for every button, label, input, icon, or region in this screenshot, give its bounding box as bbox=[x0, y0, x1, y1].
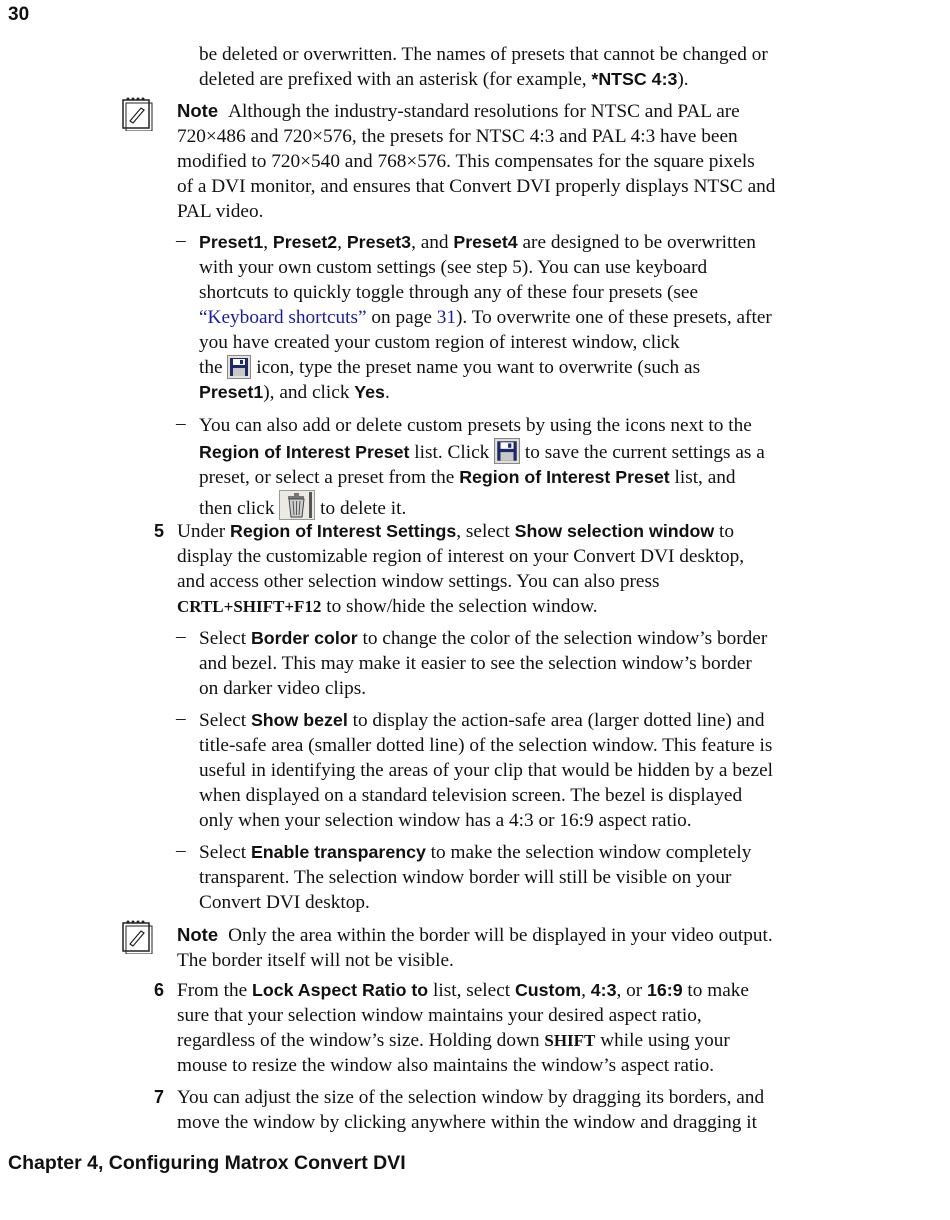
bold-term: Preset2 bbox=[272, 232, 338, 252]
text-run: icon, type the preset name you want to overwrite (such as bbox=[251, 357, 701, 378]
text-run: preset, or select a preset from the bbox=[199, 467, 460, 488]
text-run: , or bbox=[616, 980, 647, 1001]
text-run: ), and click bbox=[263, 382, 355, 403]
text-line: with your own custom settings (see step 5). You can use keyboard bbox=[199, 257, 708, 278]
text-run: to make bbox=[682, 980, 749, 1001]
text-line bbox=[199, 305, 772, 330]
text-line: useful in identifying the areas of your clip that would be hidden by a bezel bbox=[199, 760, 773, 781]
text-line bbox=[199, 465, 765, 490]
bullet-dash: – bbox=[176, 708, 186, 729]
bold-term: 4:3 bbox=[590, 980, 617, 1000]
bold-term: Region of Interest Settings bbox=[230, 521, 457, 541]
text-line bbox=[199, 626, 767, 651]
bold-term: Preset1 bbox=[199, 232, 264, 252]
text-line bbox=[199, 355, 772, 380]
text-run: , select bbox=[456, 521, 515, 542]
bullet-item bbox=[199, 230, 772, 405]
text-line: of a DVI monitor, and ensures that Convert DVI properly displays NTSC and bbox=[177, 176, 776, 197]
page-number: 30 bbox=[8, 4, 30, 25]
bullet-dash: – bbox=[176, 413, 186, 434]
text-line: shortcuts to quickly toggle through any of these four presets (see bbox=[199, 282, 699, 303]
text-line: on darker video clips. bbox=[199, 678, 367, 699]
text-run: to display the action-safe area (larger dotted line) and bbox=[347, 710, 765, 731]
bullet-item bbox=[199, 708, 773, 833]
note-label: Note bbox=[177, 100, 219, 121]
text-line: be deleted or overwritten. The names of presets that cannot be changed or bbox=[199, 44, 768, 65]
bullet-dash: – bbox=[176, 626, 186, 647]
text-line: modified to 720×540 and 768×576. This compensates for the square pixels bbox=[177, 151, 755, 172]
text-line: title-safe area (smaller dotted line) of the selection window. This feature is bbox=[199, 735, 773, 756]
text-line bbox=[177, 978, 749, 1003]
cross-reference-link[interactable]: “Keyboard shortcuts” bbox=[199, 307, 367, 328]
keyboard-key: SHIFT bbox=[544, 1031, 596, 1050]
save-floppy-icon bbox=[227, 355, 251, 379]
step-number: 7 bbox=[154, 1087, 165, 1107]
text-line: Convert DVI desktop. bbox=[199, 892, 370, 913]
text-line: when displayed on a standard television screen. The bezel is displayed bbox=[199, 785, 743, 806]
text-run: deleted are prefixed with an asterisk (for example, bbox=[199, 69, 592, 90]
keyboard-shortcut: CRTL+SHIFT+F12 bbox=[177, 597, 322, 616]
note-paragraph bbox=[177, 922, 773, 973]
text-line bbox=[177, 594, 744, 619]
text-line: sure that your selection window maintains your desired aspect ratio, bbox=[177, 1005, 702, 1026]
notepad-icon bbox=[121, 918, 153, 954]
bold-term: Lock Aspect Ratio to bbox=[251, 980, 429, 1000]
text-run: are designed to be overwritten bbox=[517, 232, 756, 253]
bold-term: Region of Interest Preset bbox=[199, 442, 410, 462]
text-run: to make the selection window completely bbox=[425, 842, 752, 863]
text-line: you have created your custom region of interest window, click bbox=[199, 332, 680, 353]
bullet-item bbox=[199, 626, 767, 701]
text-run: regardless of the window’s size. Holding down bbox=[177, 1030, 545, 1051]
text-line bbox=[199, 840, 751, 865]
text-line: only when your selection window has a 4:3 or 16:9 aspect ratio. bbox=[199, 810, 692, 831]
text-run: Although the industry-standard resolutions for NTSC and PAL are bbox=[228, 101, 740, 122]
text-line bbox=[199, 230, 772, 255]
bold-term: Yes bbox=[354, 382, 385, 402]
page-link[interactable]: 31 bbox=[436, 307, 457, 328]
step-number: 6 bbox=[154, 980, 165, 1000]
text-line bbox=[177, 519, 744, 544]
text-line: and bezel. This may make it easier to see the selection window’s border bbox=[199, 653, 752, 674]
text-line: The border itself will not be visible. bbox=[177, 950, 454, 971]
text-line bbox=[199, 380, 772, 405]
text-line: mouse to resize the window also maintains the window’s aspect ratio. bbox=[177, 1055, 715, 1076]
text-run: Only the area within the border will be displayed in your video output. bbox=[228, 925, 773, 946]
bold-term: Region of Interest Preset bbox=[459, 467, 670, 487]
text-run: then click bbox=[199, 498, 280, 519]
text-run: list, and bbox=[669, 467, 736, 488]
text-line bbox=[177, 1028, 749, 1053]
bold-term: Border color bbox=[250, 628, 358, 648]
bold-term: Show bezel bbox=[250, 710, 348, 730]
text-run: ). To overwrite one of these presets, after bbox=[456, 307, 772, 328]
text-line bbox=[199, 490, 765, 521]
text-run: to save the current settings as a bbox=[520, 442, 765, 463]
text-run: list. Click bbox=[409, 442, 495, 463]
text-line bbox=[199, 708, 773, 733]
bold-term: Preset4 bbox=[453, 232, 518, 252]
text-run: to delete it. bbox=[315, 498, 407, 519]
bold-term: *NTSC 4:3 bbox=[591, 69, 678, 89]
text-run: . bbox=[384, 382, 390, 403]
text-line bbox=[199, 438, 765, 465]
step-paragraph bbox=[177, 1085, 764, 1135]
text-line: move the window by clicking anywhere within the window and dragging it bbox=[177, 1112, 757, 1133]
text-run: the bbox=[199, 357, 228, 378]
text-run: , and bbox=[411, 232, 454, 253]
text-run: to bbox=[714, 521, 734, 542]
note-label: Note bbox=[177, 924, 219, 945]
text-run: Select bbox=[199, 628, 251, 649]
bullet-dash: – bbox=[176, 840, 186, 861]
text-run: to show/hide the selection window. bbox=[321, 596, 598, 617]
bullet-dash: – bbox=[176, 230, 186, 251]
save-floppy-icon bbox=[494, 438, 520, 464]
bold-term: Enable transparency bbox=[250, 842, 426, 862]
bold-term: Preset1 bbox=[199, 382, 264, 402]
text-run: , bbox=[581, 980, 591, 1001]
bold-term: Custom bbox=[514, 980, 582, 1000]
bold-term: Show selection window bbox=[514, 521, 715, 541]
step-number: 5 bbox=[154, 521, 165, 541]
text-line: and access other selection window settings. You can also press bbox=[177, 571, 660, 592]
text-run: , bbox=[263, 232, 273, 253]
text-line bbox=[199, 67, 768, 92]
step-paragraph bbox=[177, 519, 744, 619]
text-line bbox=[177, 98, 775, 124]
chapter-footer: Chapter 4, Configuring Matrox Convert DVI bbox=[8, 1152, 406, 1174]
text-run: Select bbox=[199, 842, 251, 863]
text-run: Select bbox=[199, 710, 251, 731]
notepad-icon bbox=[121, 95, 153, 131]
text-run: , bbox=[337, 232, 347, 253]
intro-paragraph bbox=[199, 42, 768, 92]
bold-term: 16:9 bbox=[647, 980, 683, 1000]
text-run: list, select bbox=[428, 980, 515, 1001]
bullet-item bbox=[199, 413, 765, 521]
text-line: display the customizable region of interest on your Convert DVI desktop, bbox=[177, 546, 745, 567]
text-run: to change the color of the selection window’s border bbox=[357, 628, 768, 649]
text-run: while using your bbox=[595, 1030, 730, 1051]
text-line: 720×486 and 720×576, the presets for NTSC 4:3 and PAL 4:3 have been bbox=[177, 126, 738, 147]
note-paragraph bbox=[177, 98, 775, 224]
text-line bbox=[177, 922, 773, 948]
text-run: on page bbox=[366, 307, 437, 328]
bold-term: Preset3 bbox=[346, 232, 412, 252]
text-run: Under bbox=[177, 521, 231, 542]
step-paragraph bbox=[177, 978, 749, 1078]
trash-can-icon bbox=[279, 490, 315, 520]
bullet-item bbox=[199, 840, 751, 915]
text-line: You can adjust the size of the selection window by dragging its borders, and bbox=[177, 1087, 765, 1108]
text-line: transparent. The selection window border will still be visible on your bbox=[199, 867, 732, 888]
text-line: PAL video. bbox=[177, 201, 264, 222]
text-line: You can also add or delete custom presets by using the icons next to the bbox=[199, 415, 752, 436]
text-run: From the bbox=[177, 980, 252, 1001]
text-run: ). bbox=[677, 69, 689, 90]
